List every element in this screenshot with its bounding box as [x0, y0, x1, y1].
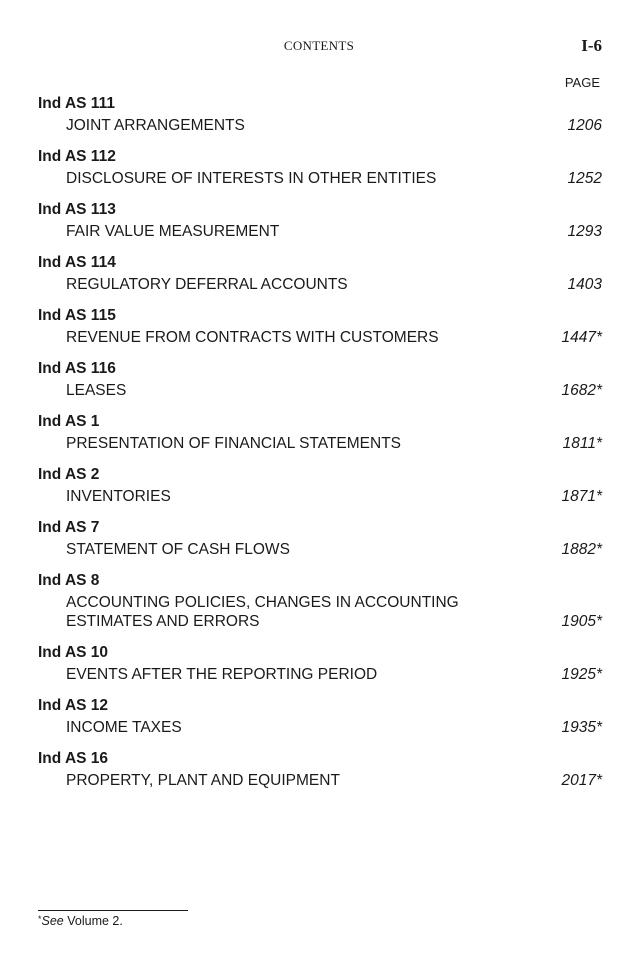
page-column-label: PAGE	[564, 75, 600, 90]
standard-code: Ind AS 113	[38, 201, 116, 218]
entry-title	[66, 328, 506, 347]
contents-entry	[38, 92, 602, 135]
footnote-text: Volume 2.	[63, 914, 123, 928]
entry-row	[38, 434, 602, 453]
contents-entry	[38, 641, 602, 684]
entry-title	[66, 771, 506, 790]
standard-code: Ind AS 2	[38, 466, 100, 483]
entry-title	[66, 275, 506, 294]
entry-row	[38, 771, 602, 790]
entry-page-number: 1935*	[561, 719, 602, 736]
contents-entry	[38, 145, 602, 188]
footnote	[38, 914, 123, 928]
entry-title-line: ESTIMATES AND ERRORS	[66, 613, 260, 630]
contents-entry	[38, 569, 602, 631]
standard-code: Ind AS 114	[38, 254, 116, 271]
entry-page-number: 1447*	[561, 329, 602, 346]
entry-title	[66, 718, 506, 737]
standard-code: Ind AS 115	[38, 307, 116, 324]
standard-code: Ind AS 10	[38, 644, 109, 661]
entry-title	[66, 381, 506, 400]
entry-title-line: FAIR VALUE MEASUREMENT	[66, 223, 280, 240]
entry-title	[66, 487, 506, 506]
entry-title-line: PRESENTATION OF FINANCIAL STATEMENTS	[66, 435, 401, 452]
header-title: CONTENTS	[283, 38, 355, 53]
contents-entry	[38, 198, 602, 241]
entry-title	[66, 169, 506, 188]
entry-title-line: ACCOUNTING POLICIES, CHANGES IN ACCOUNTING	[66, 594, 459, 611]
contents-entry	[38, 251, 602, 294]
entry-row	[38, 381, 602, 400]
entry-title-line: DISCLOSURE OF INTERESTS IN OTHER ENTITIES	[66, 170, 437, 187]
entry-row	[38, 275, 602, 294]
entry-page-number: 1811*	[562, 435, 602, 452]
entry-page-number: 1882*	[561, 541, 602, 558]
entry-row	[38, 540, 602, 559]
entry-title	[66, 593, 506, 631]
footnote-divider	[38, 910, 188, 911]
entry-row	[38, 116, 602, 135]
entry-page-number: 1682*	[561, 382, 602, 399]
standard-code: Ind AS 116	[38, 360, 116, 377]
entry-title-line: EVENTS AFTER THE REPORTING PERIOD	[66, 666, 378, 683]
contents-entry	[38, 410, 602, 453]
standard-code: Ind AS 16	[38, 750, 109, 767]
standard-code: Ind AS 12	[38, 697, 109, 714]
entry-row	[38, 169, 602, 188]
entry-row	[38, 328, 602, 347]
entry-title	[66, 116, 506, 135]
entry-row	[38, 718, 602, 737]
contents-entry	[38, 747, 602, 790]
entry-row	[38, 487, 602, 506]
entry-row	[38, 665, 602, 684]
standard-code: Ind AS 8	[38, 572, 100, 589]
entry-title-line: REVENUE FROM CONTRACTS WITH CUSTOMERS	[66, 329, 439, 346]
entry-page-number: 1206	[567, 117, 602, 134]
entry-title	[66, 434, 506, 453]
standard-code: Ind AS 111	[38, 95, 115, 112]
entry-page-number: 2017*	[561, 772, 602, 789]
entry-title	[66, 665, 506, 684]
entry-page-number: 1293	[567, 223, 602, 240]
entry-page-number: 1403	[567, 276, 602, 293]
entry-page-number: 1871*	[561, 488, 602, 505]
contents-entry	[38, 516, 602, 559]
contents-entry	[38, 304, 602, 347]
entry-title-line: INVENTORIES	[66, 488, 171, 505]
entry-title-line: REGULATORY DEFERRAL ACCOUNTS	[66, 276, 348, 293]
standard-code: Ind AS 112	[38, 148, 116, 165]
standard-code: Ind AS 1	[38, 413, 100, 430]
contents-entry	[38, 694, 602, 737]
page-number: I-6	[581, 36, 602, 55]
contents-list	[38, 92, 602, 800]
entry-title-line: LEASES	[66, 382, 127, 399]
entry-title-line: JOINT ARRANGEMENTS	[66, 117, 245, 134]
entry-title	[66, 540, 506, 559]
entry-title	[66, 222, 506, 241]
page-header	[0, 36, 638, 56]
entry-page-number: 1252	[567, 170, 602, 187]
entry-title-line: PROPERTY, PLANT AND EQUIPMENT	[66, 772, 340, 789]
footnote-see: See	[41, 914, 64, 928]
entry-row	[38, 222, 602, 241]
entry-page-number: 1925*	[561, 666, 602, 683]
standard-code: Ind AS 7	[38, 519, 100, 536]
entry-title-line: INCOME TAXES	[66, 719, 182, 736]
entry-page-number: 1905*	[561, 613, 602, 630]
contents-entry	[38, 463, 602, 506]
footnote-marker: *	[38, 914, 42, 924]
entry-row	[38, 593, 602, 631]
entry-title-line: STATEMENT OF CASH FLOWS	[66, 541, 290, 558]
contents-entry	[38, 357, 602, 400]
